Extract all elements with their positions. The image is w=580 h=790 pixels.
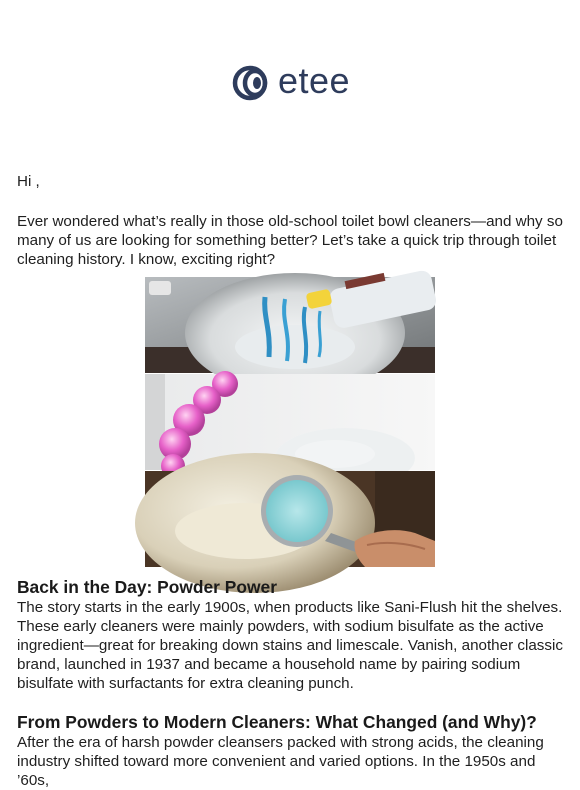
etee-logo-mark-icon xyxy=(233,66,271,100)
toilet-powder-scoop-image xyxy=(145,471,435,567)
section-powder-power xyxy=(17,576,563,693)
section-modern-cleaners xyxy=(17,711,563,790)
hero-image-collage xyxy=(145,277,435,567)
logo-wordmark: etee xyxy=(278,60,351,101)
section-heading: From Powders to Modern Cleaners: What Changed (and Why)? xyxy=(17,712,537,732)
intro-paragraph: Ever wondered what’s really in those old-school toilet bowl cleaners—and why so many of us are looking for something better? Let’s take a quick trip through toilet cleaning history. I know, exciting right? xyxy=(17,213,563,268)
section-body: The story starts in the early 1900s, when products like Sani-Flush hit the shelves. These early cleaners were mainly powders, with sodium bisulfate as the active ingredient—great for breaking down stains and limescale. Vanish, another classic brand, launched in 1937 and became a household name by pairing sodium bisulfate with surfactants for extra cleaning punch. xyxy=(17,599,563,692)
greeting-text: Hi , xyxy=(17,173,40,190)
toilet-gel-cleaner-image xyxy=(145,277,435,373)
email-body xyxy=(17,172,563,269)
section-heading: Back in the Day: Powder Power xyxy=(17,577,277,597)
section-body: After the era of harsh powder cleansers packed with strong acids, the cleaning industry shifted toward more convenient and varied options. In the 1950s and ’60s, xyxy=(17,734,544,789)
email-header xyxy=(0,0,580,170)
etee-logo[interactable] xyxy=(233,60,351,101)
toilet-gel-beads-image xyxy=(145,374,435,470)
